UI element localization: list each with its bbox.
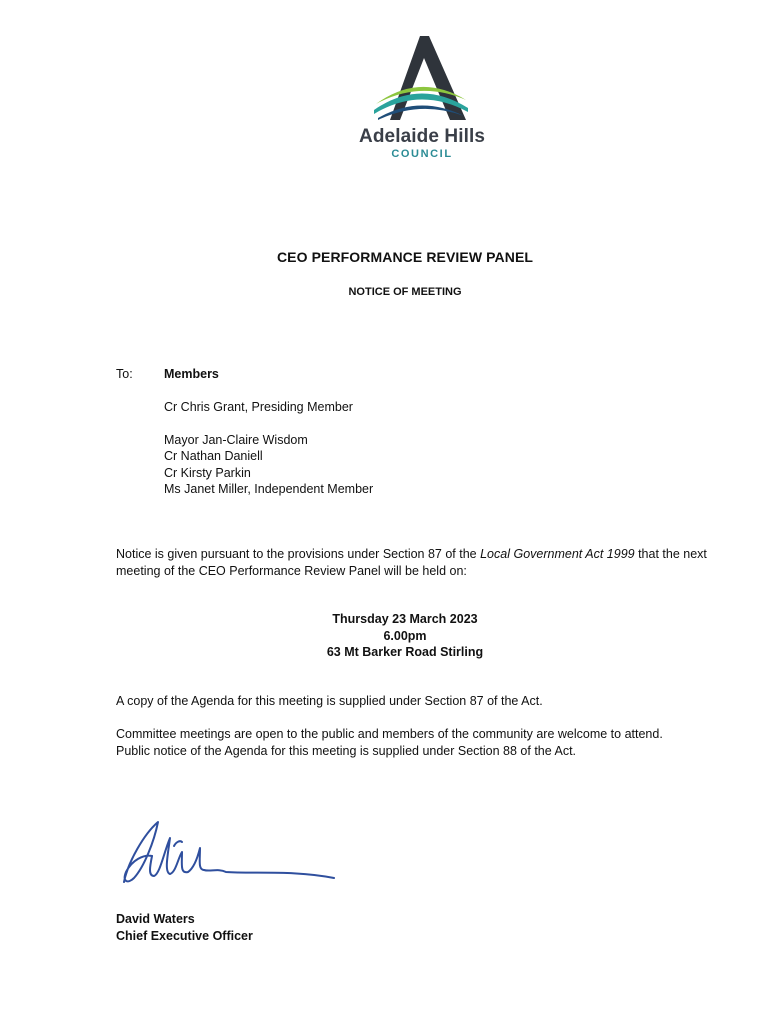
presiding-member: Cr Chris Grant, Presiding Member (164, 400, 353, 414)
meeting-details (0, 611, 770, 661)
to-label: To: (116, 367, 133, 381)
council-logo (330, 30, 510, 170)
member-item: Cr Nathan Daniell (164, 449, 263, 463)
act-name: Local Government Act 1999 (480, 547, 635, 561)
meeting-date: Thursday 23 March 2023 (332, 612, 478, 626)
signer-title: Chief Executive Officer (116, 928, 253, 943)
notice-text-end: that the next meeting of the CEO Performance Review Panel will be held on: (116, 547, 707, 578)
page-title: CEO PERFORMANCE REVIEW PANEL (276, 249, 534, 265)
page-subtitle: NOTICE OF MEETING (348, 286, 462, 298)
logo-a-icon (370, 34, 470, 126)
agenda-paragraph: A copy of the Agenda for this meeting is supplied under Section 87 of the Act. (116, 694, 543, 708)
public-paragraph (116, 726, 716, 759)
members-list (164, 399, 373, 498)
notice-text-start: Notice is given pursuant to the provisions under Section 87 of the (116, 547, 481, 561)
meeting-time: 6.00pm (383, 628, 427, 643)
signer-name: David Waters (116, 912, 195, 926)
member-item: Ms Janet Miller, Independent Member (164, 482, 374, 496)
public-line-2: Public notice of the Agenda for this meeting is supplied under Section 88 of the Act. (116, 743, 577, 758)
members-heading: Members (164, 367, 219, 381)
public-line-1: Committee meetings are open to the public and members of the community are welcome to attend. (116, 727, 663, 741)
meeting-location: 63 Mt Barker Road Stirling (326, 645, 484, 659)
logo-name: Adelaide Hills (359, 126, 485, 147)
logo-subtitle: COUNCIL (391, 148, 453, 160)
signature-image (114, 812, 344, 897)
member-item: Cr Kirsty Parkin (164, 465, 251, 480)
signer-block (116, 911, 253, 944)
member-item: Mayor Jan-Claire Wisdom (164, 432, 308, 447)
notice-paragraph (116, 546, 716, 579)
